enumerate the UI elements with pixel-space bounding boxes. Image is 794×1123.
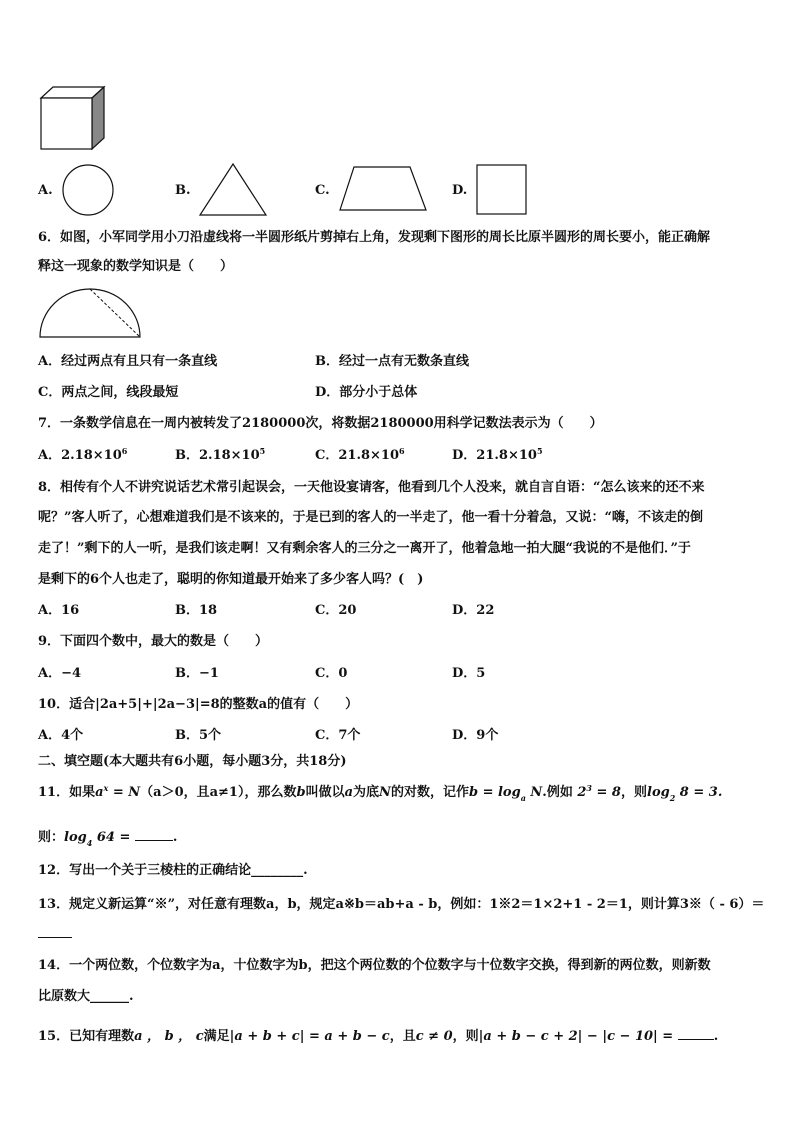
q11-log-rest: 64 = [92, 830, 131, 845]
question-8-line-3: 走了！”剩下的人一听，是我们该走啊！又有剩余客人的三分之一离开了，他着急地一拍大腿“我说的不是他们．”于 [38, 541, 691, 556]
question-7-option-a [38, 447, 127, 465]
question-13-line-1: 13．规定义新运算“※”，对任意有理数a，b，规定a※b＝ab+a - b，例如：1※2＝1×2+1 - 2＝1，则计算3※（ - 6）＝ [38, 897, 765, 912]
q15-vars: a ， b ， c [134, 1029, 204, 1044]
option-letter-b: B. [175, 183, 191, 198]
question-7-option-b [175, 447, 265, 465]
question-8-option-a: A．16 [38, 603, 80, 618]
question-8-line-4: 是剩下的6个人也走了，聪明的你知道最开始来了多少客人吗？( ) [38, 572, 424, 587]
cube-figure [38, 84, 108, 154]
q11-mid3: 的对数，记作 [390, 785, 469, 800]
option-letter-d: D. [452, 183, 468, 198]
q11-power-expr: $a^x = N$ [95, 783, 141, 800]
question-14-line-1: 14．一个两位数，个位数字为a，十位数字为b，把这个两位数的个位数字与十位数字交换，得到新的两位数，则新数 [38, 958, 711, 973]
q11-log-question [64, 830, 131, 848]
q15-then: ，则 [452, 1029, 479, 1044]
q15-and: ，且 [389, 1029, 416, 1044]
option-letter: D． [452, 448, 477, 463]
q11-line2-prefix: 则： [38, 830, 65, 845]
question-15-text [38, 1027, 718, 1046]
q11-mid2: 为底 [353, 785, 380, 800]
question-7-text: 7．一条数学信息在一周内被转发了2180000次，将数据2180000用科学记数法表示为（ ） [38, 416, 603, 431]
q11-log-def: b = loga N [468, 785, 543, 803]
question-9-option-c: C．0 [315, 666, 348, 681]
q15-nonzero-expr: c ≠ 0 [415, 1029, 453, 1044]
question-9-option-a: A．−4 [38, 666, 82, 681]
question-9-option-d: D．5 [452, 666, 486, 681]
q15-end: . [713, 1029, 719, 1044]
trapezoid-shape [338, 164, 428, 214]
option-base: 21.8×10 [338, 448, 400, 463]
q13-answer-blank[interactable] [38, 925, 72, 938]
q15-prefix: 15．已知有理数 [38, 1029, 135, 1044]
q11-example-log: log2 8 = 3. [647, 785, 723, 803]
question-9-text: 9．下面四个数中，最大的数是（ ） [38, 634, 269, 649]
question-6-line-2: 释这一现象的数学知识是（ ） [38, 259, 234, 274]
question-7-option-d [452, 447, 543, 465]
q15-answer-blank[interactable] [678, 1027, 714, 1040]
square-shape [476, 164, 528, 216]
q11-prefix: 11．如果 [38, 785, 96, 800]
option-letter: A． [38, 448, 62, 463]
q11-var-a: a [344, 785, 354, 800]
option-base: 21.8×10 [476, 448, 537, 463]
option-exponent: 5 [259, 446, 266, 456]
question-6-option-d: D．部分小于总体 [315, 385, 418, 400]
q11-log-base: 4 [86, 838, 93, 848]
q15-target-expr: |a + b − c + 2| − |c − 10| = [478, 1029, 674, 1044]
option-letter: B． [175, 448, 199, 463]
question-8-option-b: B．18 [175, 603, 218, 618]
q11-var-n: N [379, 785, 391, 800]
option-exponent: 6 [399, 446, 405, 456]
question-9-option-b: B．−1 [175, 666, 219, 681]
question-10-option-c: C．7个 [315, 728, 361, 743]
q11-then: ，则 [620, 785, 647, 800]
option-exponent: 6 [121, 446, 128, 456]
option-letter: C． [315, 448, 339, 463]
question-8-line-1: 8．相传有个人不讲究说话艺术常引起误会，一天他设宴请客，他看到几个人没来，就自言自语：“怎么该来的还不来 [38, 480, 705, 495]
option-letter-c: C. [315, 183, 330, 198]
option-letter-a: A. [38, 183, 53, 198]
question-8-option-c: C．20 [315, 603, 357, 618]
question-10-option-d: D．9个 [452, 728, 499, 743]
section-2-heading: 二、填空题(本大题共有6小题，每小题3分，共18分) [38, 754, 347, 769]
question-10-text: 10．适合|2a+5|+|2a−3|=8的整数a的值有（ ） [38, 697, 359, 712]
question-7-option-c [315, 447, 405, 465]
question-12-text: 12．写出一个关于三棱柱的正确结论________. [38, 863, 308, 878]
q11-var-b: b [296, 785, 306, 800]
triangle-shape [198, 162, 268, 218]
question-11-line-2: 则：log4 64 = . [38, 830, 178, 848]
option-base: 2.18×10 [61, 448, 122, 463]
question-8-option-d: D．22 [452, 603, 495, 618]
question-11-line-1 [38, 784, 722, 802]
q11-answer-blank[interactable] [135, 828, 173, 841]
question-6-option-c: C．两点之间，线段最短 [38, 385, 179, 400]
question-10-option-b: B．5个 [175, 728, 222, 743]
question-10-option-a: A．4个 [38, 728, 84, 743]
option-base: 2.18×10 [199, 448, 260, 463]
q11-condition: （a＞0，且a≠1），那么数 [140, 785, 297, 800]
q11-log-label: log [64, 830, 87, 845]
q11-example-power: $2^3 = 8$ [572, 783, 621, 800]
option-exponent: 5 [536, 446, 543, 456]
question-6-option-a: A．经过两点有且只有一条直线 [38, 354, 218, 369]
q11-example-label: .例如 [542, 785, 573, 800]
question-6-line-1: 6．如图，小军同学用小刀沿虚线将一半圆形纸片剪掉右上角，发现剩下图形的周长比原半圆形的周长要小，能正确解 [38, 230, 711, 245]
semicircle-figure [38, 286, 142, 340]
question-14-line-2: 比原数大______. [38, 989, 134, 1004]
circle-shape [60, 162, 116, 218]
q11-mid: 叫做以 [305, 785, 345, 800]
question-8-line-2: 呢？”客人听了，心想难道我们是不该来的，于是已到的客人的一半走了，他一看十分着急，又说：“嗨，不该走的倒 [38, 510, 703, 525]
q15-satisfies: 满足 [203, 1029, 230, 1044]
q15-condition-expr: |a + b + c| = a + b − c [229, 1029, 390, 1044]
question-6-option-b: B．经过一点有无数条直线 [315, 354, 469, 369]
